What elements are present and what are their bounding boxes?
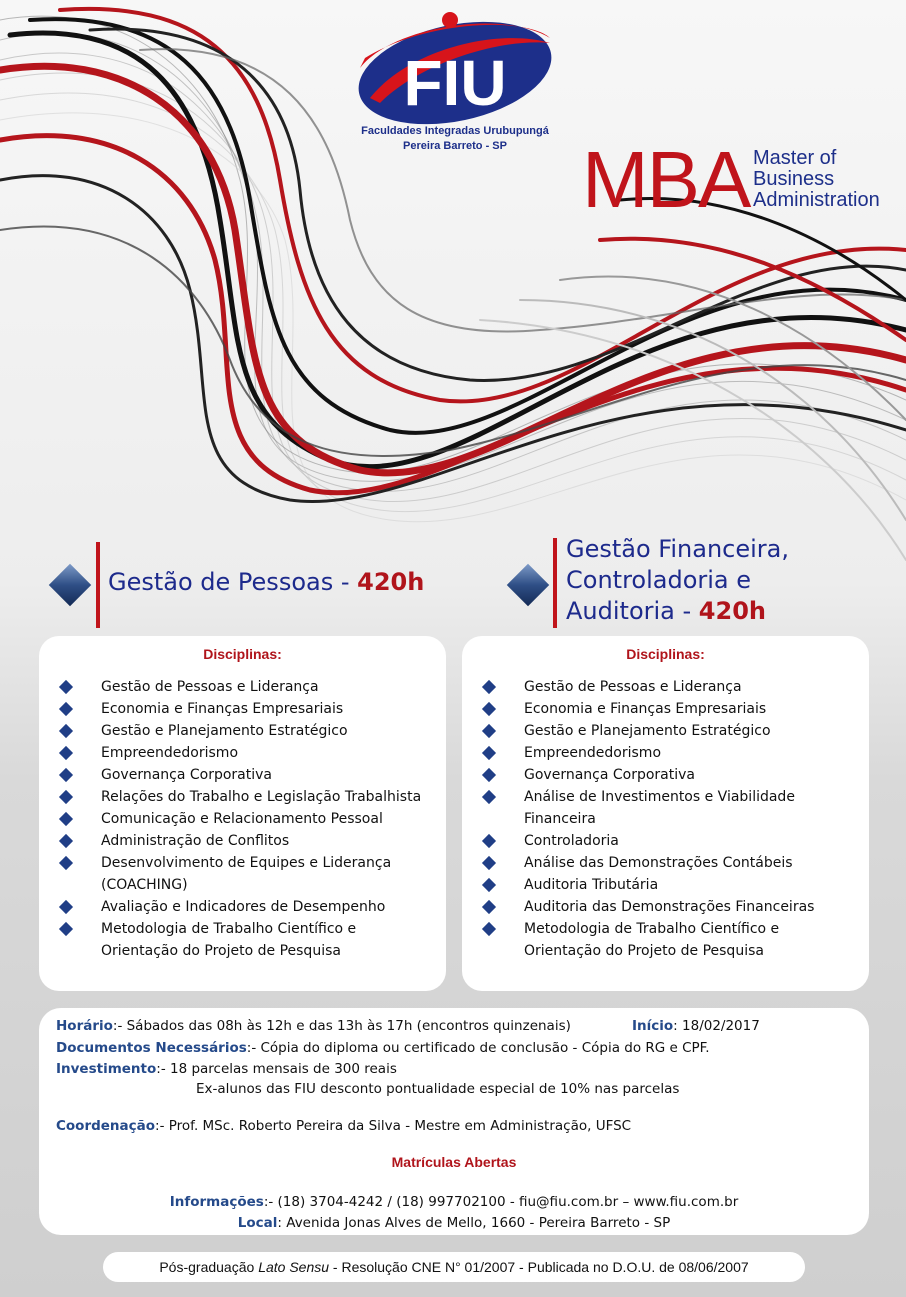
discipline-item bbox=[39, 742, 446, 764]
logo-mark: FIU bbox=[403, 47, 507, 119]
discipline-label: Análise de Investimentos e Viabilidade Financeira bbox=[524, 789, 795, 827]
course2-discipline-list bbox=[462, 676, 869, 962]
footer-part2: - Resolução CNE N° 01/2007 - Publicada no D.O.U. de 08/06/2007 bbox=[329, 1259, 749, 1275]
footer-note bbox=[103, 1252, 805, 1282]
discipline-item bbox=[462, 852, 869, 874]
diamond-bullet-icon bbox=[482, 834, 496, 848]
course2-bar bbox=[553, 538, 557, 628]
logo-line1: Faculdades Integradas Urubupungá bbox=[361, 125, 549, 137]
mba-sub1: Master of bbox=[753, 147, 837, 169]
discipline-label: Governança Corporativa bbox=[524, 767, 696, 783]
discipline-item bbox=[462, 764, 869, 786]
horario-row bbox=[56, 1016, 571, 1037]
local-row bbox=[39, 1213, 869, 1234]
docs-row bbox=[56, 1038, 710, 1059]
diamond-bullet-icon bbox=[482, 746, 496, 760]
discipline-label: Relações do Trabalho e Legislação Trabalhista bbox=[101, 789, 422, 805]
discipline-label: Governança Corporativa bbox=[101, 767, 273, 783]
discipline-label: Comunicação e Relacionamento Pessoal bbox=[101, 811, 383, 827]
course2-hours: 420h bbox=[698, 597, 766, 625]
discipline-label: Economia e Finanças Empresariais bbox=[524, 701, 767, 717]
docs-value: :- Cópia do diploma ou certificado de conclusão - Cópia do RG e CPF. bbox=[246, 1040, 710, 1056]
diamond-bullet-icon bbox=[482, 790, 496, 804]
diamond-bullet-icon bbox=[59, 856, 73, 870]
info-label: Informações bbox=[169, 1194, 264, 1210]
course1-disciplines-label: Disciplinas: bbox=[203, 646, 282, 662]
course2-title-line2: Controladoria e bbox=[566, 566, 752, 594]
course2-title: Gestão Financeira, Controladoria e Auditoria - 420h bbox=[566, 535, 789, 625]
diamond-bullet-icon bbox=[59, 702, 73, 716]
local-label: Local bbox=[237, 1215, 278, 1231]
mba-title: MBA bbox=[582, 135, 750, 224]
diamond-bullet-icon bbox=[59, 768, 73, 782]
course2-title-line1: Gestão Financeira, bbox=[566, 535, 789, 563]
mba-sub2: Business bbox=[753, 168, 835, 190]
discipline-item bbox=[462, 676, 869, 698]
course2-panel bbox=[462, 636, 869, 991]
discipline-item bbox=[39, 698, 446, 720]
discipline-item bbox=[462, 874, 869, 896]
discipline-label: Metodologia de Trabalho Científico e Orientação do Projeto de Pesquisa bbox=[101, 921, 357, 959]
diamond-bullet-icon bbox=[482, 878, 496, 892]
diamond-bullet-icon bbox=[59, 724, 73, 738]
course2-title-line3: Auditoria bbox=[566, 597, 675, 625]
coord-row bbox=[56, 1116, 631, 1137]
coord-value: :- Prof. MSc. Roberto Pereira da Silva - Mestre em Administração, UFSC bbox=[155, 1118, 632, 1134]
diamond-bullet-icon bbox=[59, 900, 73, 914]
info-panel bbox=[39, 1008, 869, 1235]
discipline-item bbox=[462, 896, 869, 918]
diamond-bullet-icon bbox=[59, 834, 73, 848]
discipline-item bbox=[39, 786, 446, 808]
docs-label: Documentos Necessários bbox=[56, 1040, 247, 1056]
diamond-bullet-icon bbox=[482, 680, 496, 694]
course1-hours: 420h bbox=[357, 568, 425, 596]
course1-title: Gestão de Pessoas - 420h bbox=[108, 568, 425, 596]
diamond-bullet-icon bbox=[59, 746, 73, 760]
diamond-bullet-icon bbox=[482, 900, 496, 914]
discipline-item bbox=[39, 918, 446, 962]
invest-label: Investimento bbox=[56, 1061, 157, 1077]
footer-italic: Lato Sensu bbox=[258, 1259, 330, 1275]
course1-bar bbox=[96, 542, 100, 628]
discipline-label: Gestão de Pessoas e Liderança bbox=[101, 679, 319, 695]
footer-part1: Pós-graduação bbox=[159, 1259, 259, 1275]
discipline-label: Auditoria das Demonstrações Financeiras bbox=[524, 899, 815, 915]
diamond-bullet-icon bbox=[59, 680, 73, 694]
local-value: : Avenida Jonas Alves de Mello, 1660 - Pereira Barreto - SP bbox=[277, 1215, 671, 1231]
horario-label: Horário bbox=[56, 1018, 113, 1034]
inicio-value: : 18/02/2017 bbox=[673, 1018, 760, 1034]
invest-value: :- 18 parcelas mensais de 300 reais bbox=[156, 1061, 397, 1077]
logo-line2: Pereira Barreto - SP bbox=[403, 140, 507, 152]
logo-subtitle bbox=[330, 124, 580, 154]
diamond-bullet-icon bbox=[482, 724, 496, 738]
mba-subtitle bbox=[753, 148, 880, 211]
discipline-item bbox=[462, 918, 869, 962]
discipline-item bbox=[39, 764, 446, 786]
diamond-bullet-icon bbox=[59, 922, 73, 936]
diamond-bullet-icon bbox=[59, 790, 73, 804]
discipline-label: Administração de Conflitos bbox=[101, 833, 290, 849]
discipline-item bbox=[39, 676, 446, 698]
discipline-label: Gestão e Planejamento Estratégico bbox=[524, 723, 771, 739]
discipline-label: Análise das Demonstrações Contábeis bbox=[524, 855, 793, 871]
invest-extra: Ex-alunos das FIU desconto pontualidade especial de 10% nas parcelas bbox=[196, 1081, 680, 1097]
diamond-bullet-icon bbox=[482, 922, 496, 936]
discipline-item bbox=[462, 720, 869, 742]
diamond-bullet-icon bbox=[482, 702, 496, 716]
matriculas-abertas: Matrículas Abertas bbox=[391, 1154, 517, 1170]
discipline-label: Controladoria bbox=[524, 833, 619, 849]
info-value: :- (18) 3704-4242 / (18) 997702100 - fiu@fiu.com.br – www.fiu.com.br bbox=[263, 1194, 739, 1210]
discipline-item bbox=[462, 742, 869, 764]
course1-title-text: Gestão de Pessoas bbox=[108, 568, 334, 596]
discipline-item bbox=[39, 720, 446, 742]
discipline-label: Metodologia de Trabalho Científico e Orientação do Projeto de Pesquisa bbox=[524, 921, 780, 959]
inicio-row bbox=[632, 1016, 760, 1037]
discipline-label: Empreendedorismo bbox=[524, 745, 662, 761]
discipline-item bbox=[39, 808, 446, 830]
diamond-bullet-icon bbox=[482, 856, 496, 870]
discipline-label: Auditoria Tributária bbox=[524, 877, 659, 893]
discipline-label: Gestão e Planejamento Estratégico bbox=[101, 723, 348, 739]
discipline-item bbox=[39, 852, 446, 896]
inicio-label: Início bbox=[632, 1018, 674, 1034]
discipline-item bbox=[462, 786, 869, 830]
discipline-label: Gestão de Pessoas e Liderança bbox=[524, 679, 742, 695]
diamond-bullet-icon bbox=[482, 768, 496, 782]
discipline-label: Desenvolvimento de Equipes e Liderança (COACHING) bbox=[101, 855, 392, 893]
course2-disciplines-label: Disciplinas: bbox=[626, 646, 705, 662]
course1-discipline-list bbox=[39, 676, 446, 962]
informacoes-row bbox=[39, 1192, 869, 1213]
horario-value: :- Sábados das 08h às 12h e das 13h às 17h (encontros quinzenais) bbox=[112, 1018, 571, 1034]
matriculas-row bbox=[39, 1152, 869, 1174]
discipline-label: Avaliação e Indicadores de Desempenho bbox=[101, 899, 386, 915]
discipline-item bbox=[39, 830, 446, 852]
discipline-label: Economia e Finanças Empresariais bbox=[101, 701, 344, 717]
coord-label: Coordenação bbox=[56, 1118, 156, 1134]
course1-panel bbox=[39, 636, 446, 991]
discipline-label: Empreendedorismo bbox=[101, 745, 239, 761]
discipline-item bbox=[462, 698, 869, 720]
invest-row bbox=[56, 1059, 397, 1080]
discipline-item bbox=[462, 830, 869, 852]
discipline-item bbox=[39, 896, 446, 918]
diamond-bullet-icon bbox=[59, 812, 73, 826]
mba-sub3: Administration bbox=[753, 189, 880, 211]
